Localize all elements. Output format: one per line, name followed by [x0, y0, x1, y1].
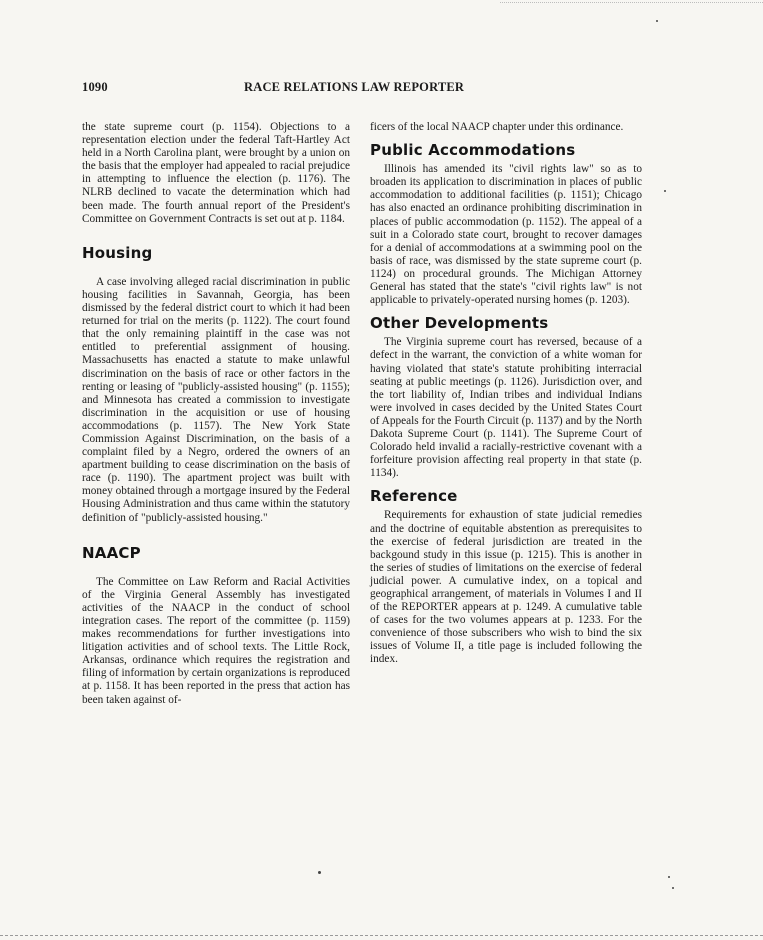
bottom-scan-edge [0, 935, 763, 936]
naacp-paragraph: The Committee on Law Reform and Racial Activities of the Virginia General Assembly has investigated activities of the NAACP in the conduct of school integration cases. The report of the committee (p. 1159) makes recommendations for further investigations into litigation activities and of school texts. The Little Rock, Arkansas, ordinance which requires the registration and filing of information by certain organizations is reproduced at p. 1158. It has been reported in the press that action has been taken against of- [82, 575, 351, 706]
scan-speck [668, 876, 670, 878]
public-accommodations-paragraph: Illinois has amended its "civil rights law" so as to broaden its application to discrimination in places of public accommodation to additional facilities (p. 1151); Chicago has also enacted an ordinance prohibiting discrimination in places of public accommodation (p. 1152). The appeal of a suit in a Colorado state court, brought to recover damages for a denial of accommodations at a swimming pool on the basis of race, was dismissed by the state supreme court (p. 1124) on procedural grounds. The Michigan Attorney General has stated that the state's "civil rights law" is not applicable to privately-operated nursing homes (p. 1203). [370, 163, 642, 307]
running-title: RACE RELATIONS LAW REPORTER [244, 80, 465, 94]
reference-paragraph: Requirements for exhaustion of state judicial remedies and the doctrine of equitable abstention as prerequisites to the exercise of federal jurisdiction are treated in the backgound study in this issue (p. 1215). This is another in the series of studies of limitations on the exercise of federal judicial power. A cumulative index, on a topical and geographical arrangement, of materials in Volumes I and II of the REPORTER appears at p. 1249. A cumulative table of cases for the two volumes appears at p. 1233. For the convenience of those subscribers who wish to bind the six issues of Volume II, a title page is included following the index. [370, 509, 642, 666]
scan-speck [664, 190, 666, 192]
scan-speck [656, 20, 658, 22]
scan-speck [672, 887, 674, 889]
public-accommodations-heading: Public Accommodations [370, 141, 576, 160]
top-scan-edge [500, 2, 763, 3]
reference-heading: Reference [370, 487, 458, 506]
page-number: 1090 [82, 80, 108, 94]
continuation-paragraph: ficers of the local NAACP chapter under this ordinance. [370, 121, 624, 133]
housing-paragraph: A case involving alleged racial discrimination in public housing facilities in Savannah, Georgia, has been dismissed by the federal district court to which it had been returned for trial on the merits (p. 1122). The court found that the only remaining plaintiff in the case was not entitled to preferential assignment of housing. Massachusetts has enacted a statute to make unlawful discrimination on the basis of race or other factors in the renting or leasing of "publicly-assisted housing" (p. 1155); and Minnesota has created a commission to investigate discrimination in the acquisition or use of housing accommodations (p. 1157). The New York State Commission Against Discrimination, on the basis of a complaint filed by a Negro, ordered the owners of an apartment building to cease discrimination on the basis of race (p. 1190). The apartment project was built with money obtained through a mortgage insured by the Federal Housing Administration and thus came within the statutory definition of "publicly-assisted housing." [82, 275, 350, 524]
other-developments-heading: Other Developments [370, 314, 549, 333]
intro-paragraph: the state supreme court (p. 1154). Objections to a representation election under the federal Taft-Hartley Act held in a North Carolina plant, were brought by a union on the basis that the employer had appealed to racial prejudice in attempting to influence the election (p. 1176). The NLRB declined to vacate the determination which had been made. The fourth annual report of the President's Committee on Government Contracts is set out at p. 1184. [82, 121, 350, 225]
naacp-heading: NAACP [82, 543, 141, 562]
right-column [370, 121, 642, 667]
left-column [82, 121, 350, 707]
other-developments-paragraph: The Virginia supreme court has reversed, because of a defect in the warrant, the conviction of a white woman for having violated that state's statute prohibiting interracial seating at public meetings (p. 1126). Jurisdiction over, and the tort liability of, Indian tribes and individual Indians were involved in cases decided by the United States Court of Appeals for the Fourth Circuit (p. 1137) and by the North Dakota Supreme Court (p. 1141). The Supreme Court of Colorado held invalid a racially-restrictive covenant with a forfeiture provision affecting real property in that state (p. 1134). [370, 336, 642, 480]
housing-heading: Housing [82, 243, 153, 262]
scan-speck [318, 871, 321, 874]
